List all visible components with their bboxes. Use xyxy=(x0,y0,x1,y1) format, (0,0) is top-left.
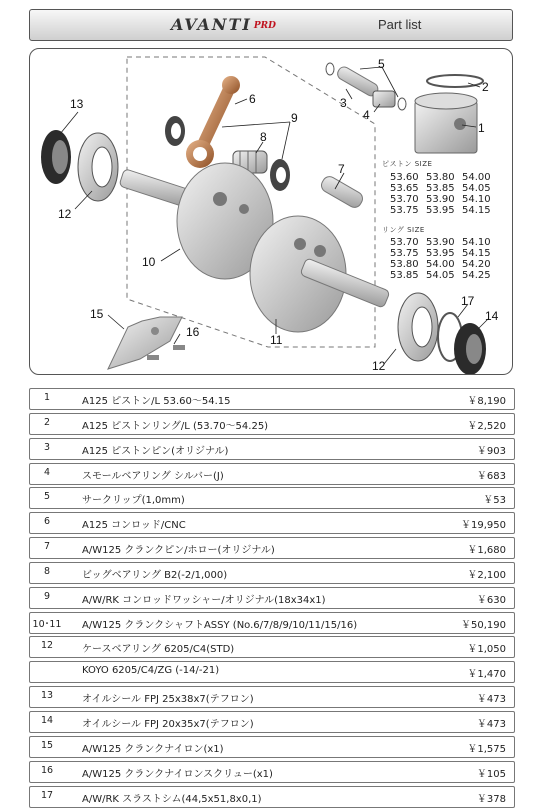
callout-15: 15 xyxy=(90,307,104,321)
part-price: ￥630 xyxy=(476,594,506,606)
part-price: ￥1,575 xyxy=(467,743,506,755)
part-number: 2 xyxy=(43,416,51,428)
part-number: 6 xyxy=(43,516,51,528)
ring-size: 54.05 xyxy=(426,270,455,281)
piston-size: 53.95 xyxy=(426,205,455,216)
part-name: ビッグベアリング B2(-2/1,000) xyxy=(82,569,228,581)
part-row xyxy=(29,761,515,783)
part-price: ￥1,050 xyxy=(467,644,506,656)
part-price: ￥378 xyxy=(476,793,506,805)
part-row xyxy=(29,636,515,658)
piston-size-table xyxy=(390,172,492,216)
part-name: KOYO 6205/C4/ZG (-14/-21) xyxy=(82,665,220,677)
part-name: スモールベアリング シルバー(J) xyxy=(82,470,224,482)
part-number: 17 xyxy=(40,789,54,801)
part-price: ￥2,520 xyxy=(467,420,506,432)
piston-size: 53.85 xyxy=(426,183,455,194)
part-number: 15 xyxy=(40,739,54,751)
washer-9-left xyxy=(165,116,185,146)
part-price: ￥473 xyxy=(476,694,506,706)
part-name: A/W125 クランクシャフトASSY (No.6/7/8/9/10/11/15/16) xyxy=(82,619,358,631)
part-price: ￥2,100 xyxy=(467,569,506,581)
part-row xyxy=(29,612,515,634)
part-row xyxy=(29,388,515,410)
callout-17: 17 xyxy=(461,294,475,308)
ring-size: 53.90 xyxy=(426,237,455,248)
piston-1 xyxy=(415,93,477,153)
callout-9: 9 xyxy=(291,111,298,125)
part-price: ￥19,950 xyxy=(461,520,506,532)
part-name: オイルシール FPJ 20x35x7(テフロン) xyxy=(82,718,254,730)
callout-16: 16 xyxy=(186,325,200,339)
piston-size: 53.65 xyxy=(390,183,419,194)
part-name: A/W/RK コンロッドワッシャー/オリジナル(18x34x1) xyxy=(82,594,326,606)
exploded-diagram xyxy=(29,48,513,375)
ring-size-label: リング SIZE xyxy=(382,226,425,234)
piston-pin-3 xyxy=(326,63,406,110)
part-number: 16 xyxy=(40,764,54,776)
part-row xyxy=(29,537,515,559)
part-number: 8 xyxy=(43,565,51,577)
callout-5: 5 xyxy=(378,57,385,71)
part-name: A/W125 クランクナイロン(x1) xyxy=(82,743,224,755)
part-price: ￥1,680 xyxy=(467,545,506,557)
part-row xyxy=(29,736,515,758)
callout-4: 4 xyxy=(363,108,370,122)
part-price: ￥105 xyxy=(476,768,506,780)
part-row xyxy=(29,711,515,733)
piston-size: 53.60 xyxy=(390,172,419,183)
case-bearing-12-bottom xyxy=(398,293,438,361)
part-row xyxy=(29,512,515,534)
ring-size: 53.75 xyxy=(390,248,419,259)
part-name: A125 コンロッド/CNC xyxy=(82,520,186,532)
part-name: A/W125 クランクナイロンスクリュー(x1) xyxy=(82,768,273,780)
part-number: 1 xyxy=(43,392,51,403)
logo-sub: PRD xyxy=(253,20,276,31)
part-number: 14 xyxy=(40,714,54,726)
ring-size: 54.10 xyxy=(462,237,491,248)
piston-size: 53.80 xyxy=(426,172,455,183)
callout-7: 7 xyxy=(338,162,345,176)
ring-size: 53.85 xyxy=(390,270,419,281)
part-price: ￥50,190 xyxy=(461,619,506,631)
ring-size: 53.70 xyxy=(390,237,419,248)
part-number: 9 xyxy=(43,590,51,602)
piston-size: 53.90 xyxy=(426,194,455,205)
header-banner xyxy=(29,9,513,41)
part-name: A/W125 クランクピン/ホロー(オリジナル) xyxy=(82,545,275,557)
part-row xyxy=(29,463,515,485)
part-name: A125 ピストン/L 53.60〜54.15 xyxy=(82,396,231,407)
ring-size: 54.25 xyxy=(462,270,491,281)
part-name: オイルシール FPJ 25x38x7(テフロン) xyxy=(82,694,254,706)
parts-list xyxy=(29,388,515,810)
part-name: A125 ピストンリング/L (53.70〜54.25) xyxy=(82,420,269,432)
part-number: 4 xyxy=(43,466,51,478)
part-name: A/W/RK スラストシム(44,5x51,8x0,1) xyxy=(82,793,262,805)
part-name: A125 ピストンピン(オリジナル) xyxy=(82,445,229,457)
part-price: ￥8,190 xyxy=(467,396,506,407)
callout-6: 6 xyxy=(249,92,256,106)
part-row xyxy=(29,587,515,609)
part-number: 10･11 xyxy=(32,618,62,630)
ring-size: 53.80 xyxy=(390,259,419,270)
callout-12-bottom: 12 xyxy=(372,359,386,373)
ring-size-table xyxy=(390,237,492,281)
part-price: ￥1,470 xyxy=(467,669,506,681)
part-price: ￥683 xyxy=(476,470,506,482)
washer-9-right xyxy=(270,159,290,191)
callout-3: 3 xyxy=(340,96,347,110)
part-row xyxy=(29,487,515,509)
crank-pin-7 xyxy=(319,174,365,210)
part-number: 7 xyxy=(43,541,51,553)
piston-size: 54.15 xyxy=(462,205,491,216)
callout-10: 10 xyxy=(142,255,156,269)
piston-size: 53.70 xyxy=(390,194,419,205)
part-row xyxy=(29,562,515,584)
part-price: ￥473 xyxy=(476,718,506,730)
piston-size: 53.75 xyxy=(390,205,419,216)
logo-text: AVANTI xyxy=(171,15,252,34)
conrod-6 xyxy=(186,76,240,168)
part-number: 3 xyxy=(43,441,51,453)
page-title: Part list xyxy=(378,17,422,32)
callout-14: 14 xyxy=(485,309,499,323)
brand-logo xyxy=(171,15,276,34)
part-name: ケースベアリング 6205/C4(STD) xyxy=(82,644,235,656)
part-name: サークリップ(1,0mm) xyxy=(82,495,185,507)
part-row xyxy=(29,413,515,435)
case-bearing-12-top xyxy=(78,133,118,201)
ring-size: 53.95 xyxy=(426,248,455,259)
part-number: 12 xyxy=(40,640,54,652)
piston-size-label: ピストン SIZE xyxy=(382,160,433,168)
piston-size: 54.10 xyxy=(462,194,491,205)
part-row xyxy=(29,786,515,808)
part-number: 5 xyxy=(43,491,51,503)
ring-size: 54.20 xyxy=(462,259,491,270)
callout-8: 8 xyxy=(260,130,267,144)
ring-size: 54.00 xyxy=(426,259,455,270)
callout-1: 1 xyxy=(478,121,485,135)
oil-seal-13 xyxy=(41,130,71,184)
callout-12-top: 12 xyxy=(58,207,72,221)
piston-size: 54.00 xyxy=(462,172,491,183)
part-row xyxy=(29,661,515,683)
part-price: ￥53 xyxy=(483,495,506,507)
piston-size: 54.05 xyxy=(462,183,491,194)
part-number: 13 xyxy=(40,690,54,702)
callout-2: 2 xyxy=(482,80,489,94)
part-price: ￥903 xyxy=(476,445,506,457)
part-row xyxy=(29,438,515,460)
part-row xyxy=(29,686,515,708)
oil-seal-14 xyxy=(454,323,486,374)
ring-size: 54.15 xyxy=(462,248,491,259)
crank-half-11 xyxy=(250,216,390,332)
callout-11: 11 xyxy=(270,333,283,347)
callout-13: 13 xyxy=(70,97,84,111)
